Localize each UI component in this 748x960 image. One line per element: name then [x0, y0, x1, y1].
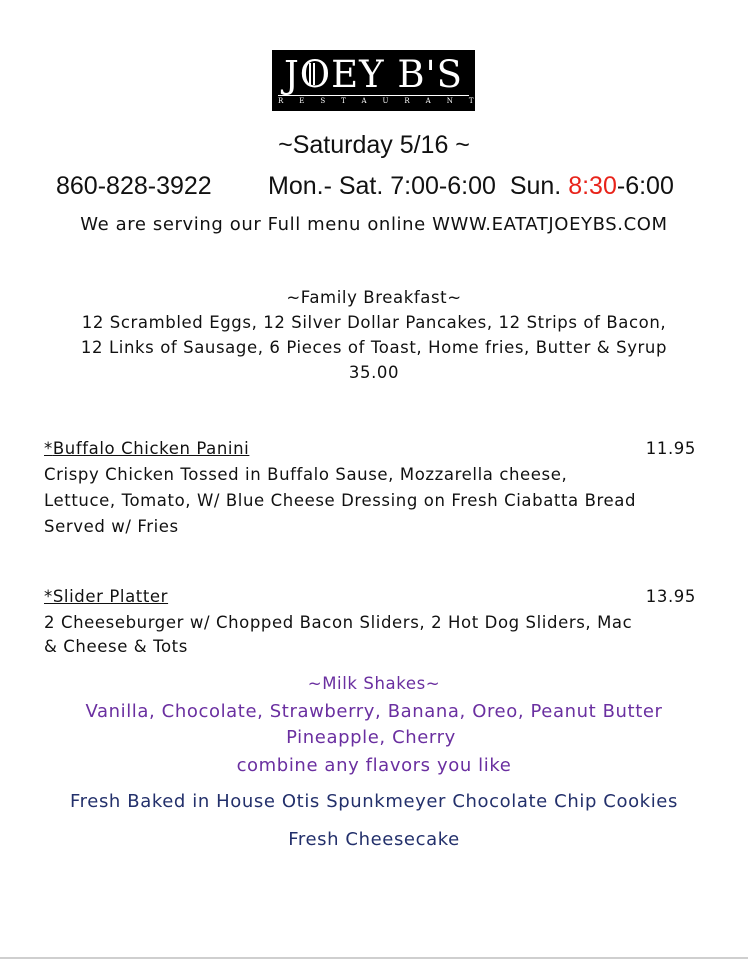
phone-number: 860-828-3922	[56, 172, 212, 200]
milk-shakes-title: ~Milk Shakes~	[307, 674, 441, 693]
weekday-hours: Mon.- Sat. 7:00-6:00	[268, 172, 496, 200]
panini-desc-1: Crispy Chicken Tossed in Buffalo Sause, Mozzarella cheese,	[44, 465, 568, 484]
sunday-open-time: 8:30	[568, 172, 617, 200]
slider-title: *Slider Platter	[44, 587, 169, 606]
panini-star: *	[44, 439, 53, 458]
milk-shakes-flavors-2: Pineapple, Cherry	[286, 727, 456, 748]
slider-desc-1: 2 Cheeseburger w/ Chopped Bacon Sliders, 2 Hot Dog Sliders, Mac	[44, 613, 633, 632]
logo-subtitle: RESTAURANT	[278, 97, 490, 105]
sunday-close-time: -6:00	[616, 172, 674, 200]
cheesecake-item: Fresh Cheesecake	[288, 829, 460, 850]
panini-price: 11.95	[645, 439, 696, 458]
cookies-item: Fresh Baked in House Otis Spunkmeyer Chocolate Chip Cookies	[70, 791, 678, 812]
slider-desc-2: & Cheese & Tots	[44, 637, 188, 656]
restaurant-logo	[272, 50, 490, 111]
online-menu-notice: We are serving our Full menu online WWW.EATATJOEYBS.COM	[80, 214, 668, 235]
sunday-label: Sun.	[509, 172, 562, 200]
slider-price: 13.95	[645, 587, 696, 606]
opening-hours	[268, 169, 674, 203]
panini-desc-2: Lettuce, Tomato, W/ Blue Cheese Dressing on Fresh Ciabatta Bread	[44, 491, 637, 510]
milk-shakes-flavors-1: Vanilla, Chocolate, Strawberry, Banana, Oreo, Peanut Butter	[85, 701, 663, 722]
family-breakfast-price: 35.00	[348, 363, 400, 382]
fork-icon	[309, 63, 315, 85]
menu-date: ~Saturday 5/16 ~	[278, 131, 470, 159]
panini-name: Buffalo Chicken Panini	[52, 439, 250, 458]
family-breakfast-desc-2: 12 Links of Sausage, 6 Pieces of Toast, Home fries, Butter & Syrup	[80, 338, 668, 357]
logo-name: JOEY B'S	[283, 53, 464, 96]
bottom-divider	[0, 957, 748, 959]
panini-title	[44, 436, 249, 461]
family-breakfast-desc-1: 12 Scrambled Eggs, 12 Silver Dollar Pancakes, 12 Strips of Bacon,	[81, 313, 667, 332]
family-breakfast-title: ~Family Breakfast~	[286, 288, 462, 307]
panini-desc-3: Served w/ Fries	[44, 517, 179, 536]
milk-shakes-note: combine any flavors you like	[236, 755, 512, 776]
